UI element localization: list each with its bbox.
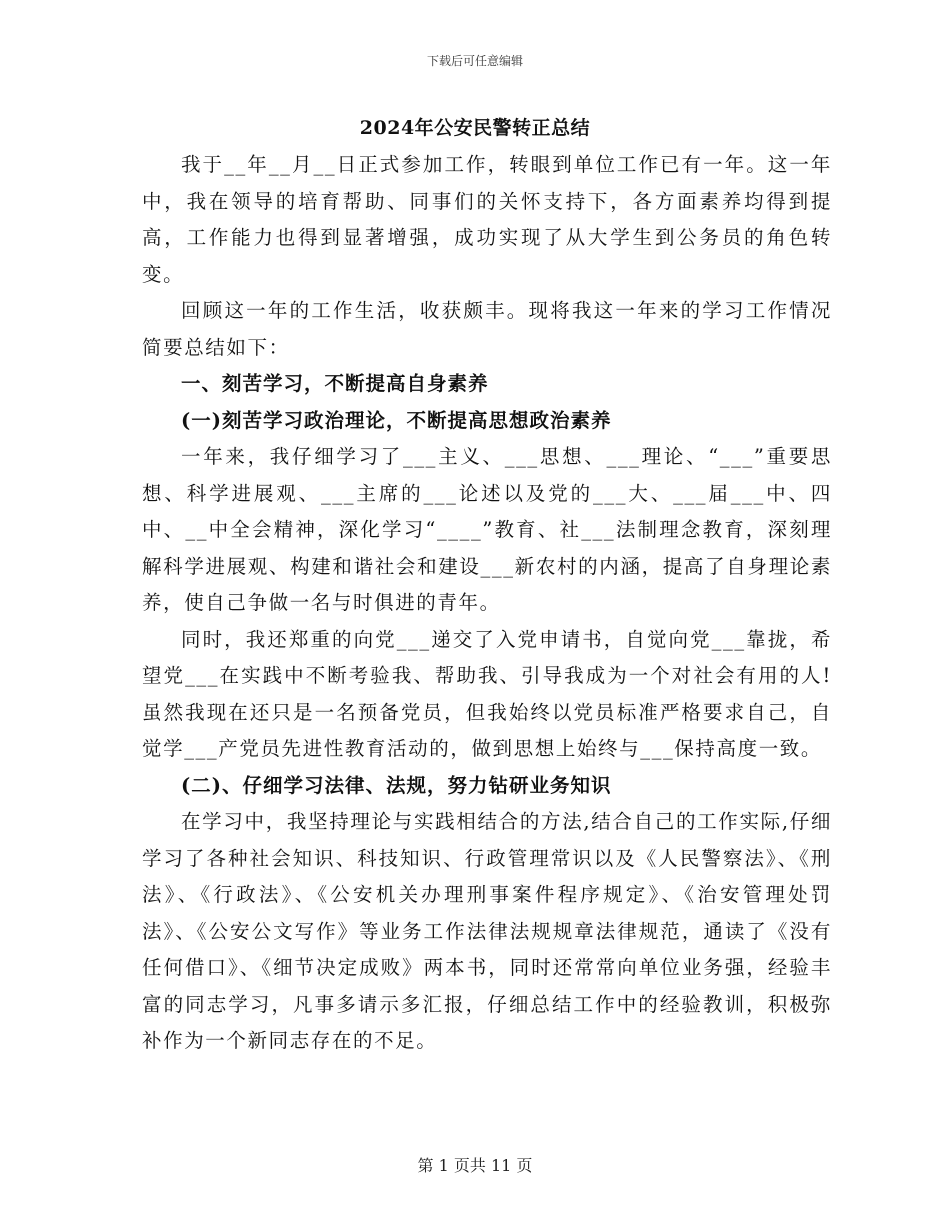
paragraph-legal-study: 在学习中，我坚持理论与实践相结合的方法,结合自己的工作实际,仔细学习了各种社会知识、科技知识、行政管理常识以及《人民警察法》、《刑法》、《行政法》、《公安机关办理刑事案件程序规定》、《治安管理处罚法》、《公安公文写作》等业务工作法律法规规章法律规范，通读了《没有任何借口》、《细节决定成败》两本书，同时还常常向单位业务强，经验丰富的同志学习，凡事多请示多汇报，仔细总结工作中的经验教训，积极弥补作为一个新同志存在的不足。	[142, 810, 832, 1052]
paragraph-intro: 我于__年__月__日正式参加工作，转眼到单位工作已有一年。这一年中，我在领导的培育帮助、同事们的关怀支持下，各方面素养均得到提高，工作能力也得到显著增强，成功实现了从大学生到公务员的角色转变。	[142, 153, 832, 286]
paragraph-review: 回顾这一年的工作生活，收获颇丰。现将我这一年来的学习工作情况简要总结如下：	[142, 299, 832, 359]
document-title: 2024年公安民警转正总结	[359, 117, 591, 139]
subsection-heading-1: (一)刻苦学习政治理论，不断提高思想政治素养	[181, 408, 612, 432]
paragraph-party-application: 同时，我还郑重的向党___递交了入党申请书，自觉向党___靠拢，希望党___在实践中不断考验我、帮助我、引导我成为一个对社会有用的人!虽然我现在还只是一名预备党员，但我始终以党员标准严格要求自己，自觉学___产党员先进性教育活动的，做到思想上始终与___保持高度一致。	[142, 627, 832, 760]
paragraph-political-study: 一年来，我仔细学习了___主义、___思想、___理论、“___”重要思想、科学进展观、___主席的___论述以及党的___大、___届___中、四中、__中全会精神，深化学习“____”教育、社___法制理念教育，深刻理解科学进展观、构建和谐社会和建设___新农村的内涵，提高了自身理论素养，使自己争做一名与时俱进的青年。	[142, 445, 832, 614]
subsection-heading-2: (二)、仔细学习法律、法规，努力钻研业务知识	[181, 773, 612, 797]
document-body	[142, 147, 832, 1060]
section-heading-1: 一、刻苦学习，不断提高自身素养	[181, 372, 489, 395]
page-header-note: 下载后可任意编辑	[426, 54, 523, 68]
page-number: 第 1 页共 11 页	[417, 1156, 533, 1175]
